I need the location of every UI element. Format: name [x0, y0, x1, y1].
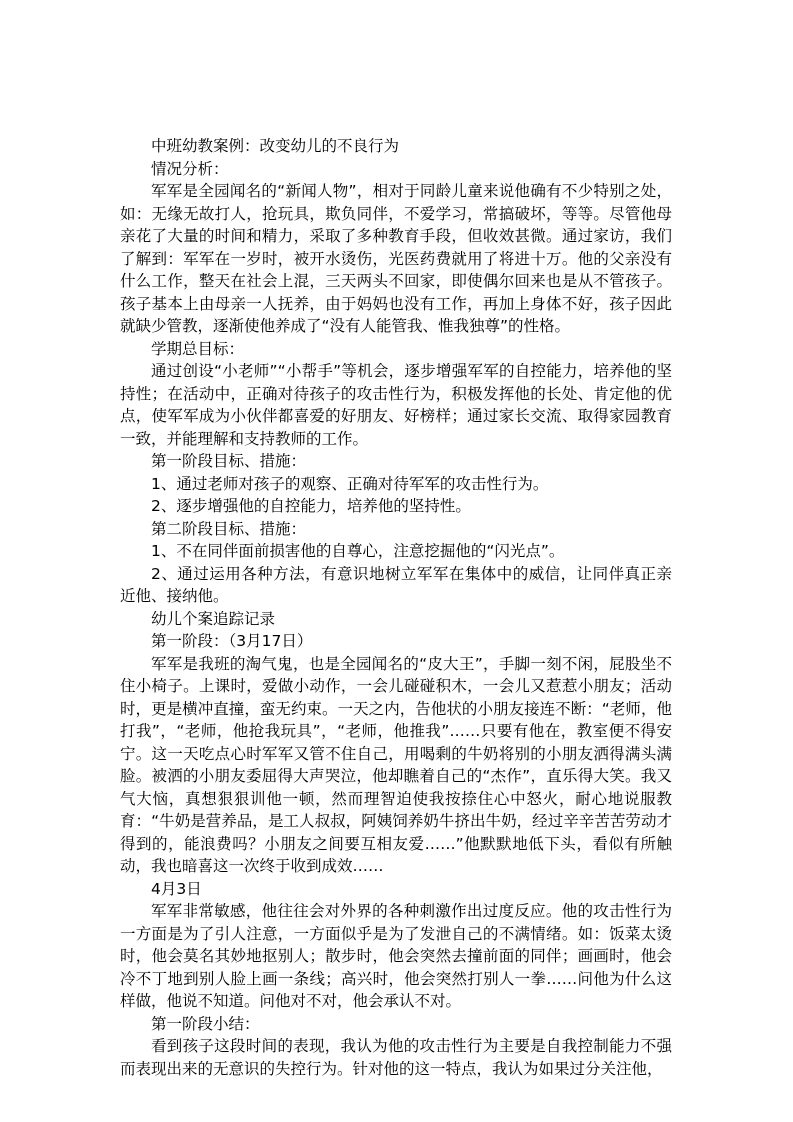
document-title: 中班幼教案例：改变幼儿的不良行为	[151, 137, 400, 155]
section-heading: 幼儿个案追踪记录	[151, 609, 276, 628]
section-heading: 情况分析：	[151, 159, 229, 178]
document-body	[120, 135, 672, 1080]
list-item: 2、逐步增强他的自控能力，培养他的坚持性。	[151, 497, 471, 515]
list-item: 1、通过老师对孩子的观察、正确对待军军的攻击性行为。	[151, 474, 549, 493]
body-paragraph: 通过创设“小老师”“小帮手”等机会，逐步增强军军的自控能力，培养他的坚持性；在活动中，正确对待孩子的攻击性行为，积极发挥他的长处、肯定他的优点，使军军成为小伙伴都喜爱的好朋友、好榜样；通过家长交流、取得家园教育一致，并能理解和支持教师的工作。	[120, 362, 672, 448]
section-heading: 第一阶段小结：	[151, 1014, 260, 1033]
body-paragraph: 军军是我班的淘气鬼，也是全园闻名的“皮大王”，手脚一刻不闲，屁股坐不住小椅子。上课时，爱做小动作，一会儿碰碰积木，一会儿又惹惹小朋友；活动时，更是横冲直撞，蛮无约束。一天之内，告他状的小朋友接连不断：“老师，他打我”，“老师，他抢我玩具”，“老师，他推我”……只要有他在，教室便不得安宁。这一天吃点心时军军又管不住自己，用喝剩的牛奶将别的小朋友洒得满头满脸。被洒的小朋友委屈得大声哭泣，他却瞧着自己的“杰作”，直乐得大笑。我又气大恼，真想狠狠训他一顿，然而理智迫使我按捺住心中怒火，耐心地说服教育：“牛奶是营养品，是工人叔叔，阿姨饲养奶牛挤出牛奶，经过辛辛苦苦劳动才得到的，能浪费吗？小朋友之间要互相友爱……”他默默地低下头，看似有所触动，我也暗喜这一次终于收到成效……	[120, 654, 672, 875]
section-heading: 第一阶段目标、措施：	[151, 452, 307, 470]
list-item: 1、不在同伴面前损害他的自尊心，注意挖掘他的“闪光点”。	[151, 542, 565, 560]
list-item: 2、通过运用各种方法，有意识地树立军军在集体中的威信，让同伴真正亲近他、接纳他。	[120, 564, 672, 605]
body-paragraph: 军军是全园闻名的“新闻人物”，相对于同龄儿童来说他确有不少特别之处，如：无缘无故打人，抢玩具，欺负同伴，不爱学习，常搞破坏，等等。尽管他母亲花了大量的时间和精力，采取了多种教育手段，但收效甚微。通过家访，我们了解到：军军在一岁时，被开水烫伤，光医药费就用了将进十万。他的父亲没有什么工作，整天在社会上混，三天两头不回家，即使偶尔回来也是从不管孩子。孩子基本上由母亲一人抚养，由于妈妈也没有工作，再加上身体不好，孩子因此就缺少管教，逐渐使他养成了“没有人能管我、惟我独尊”的性格。	[120, 182, 672, 335]
body-paragraph: 军军非常敏感，他往往会对外界的各种刺激作出过度反应。他的攻击性行为一方面是为了引人注意，一方面似乎是为了发泄自己的不满情绪。如：饭菜太烫时，他会莫名其妙地抠别人；散步时，他会突然去撞前面的同伴；画画时，他会冷不丁地到别人脸上画一条线；高兴时，他会突然打别人一拳……问他为什么这样做，他说不知道。问他对不对，他会承认不对。	[120, 902, 672, 1010]
section-heading: 学期总目标：	[151, 339, 245, 358]
date-heading: 4月3日	[151, 879, 202, 898]
body-paragraph: 看到孩子这段时间的表现，我认为他的攻击性行为主要是自我控制能力不强而表现出来的无意识的失控行为。针对他的这一特点，我认为如果过分关注他，	[120, 1037, 672, 1078]
section-heading: 第一阶段：（3月17日）	[151, 632, 313, 650]
section-heading: 第二阶段目标、措施：	[151, 519, 307, 538]
